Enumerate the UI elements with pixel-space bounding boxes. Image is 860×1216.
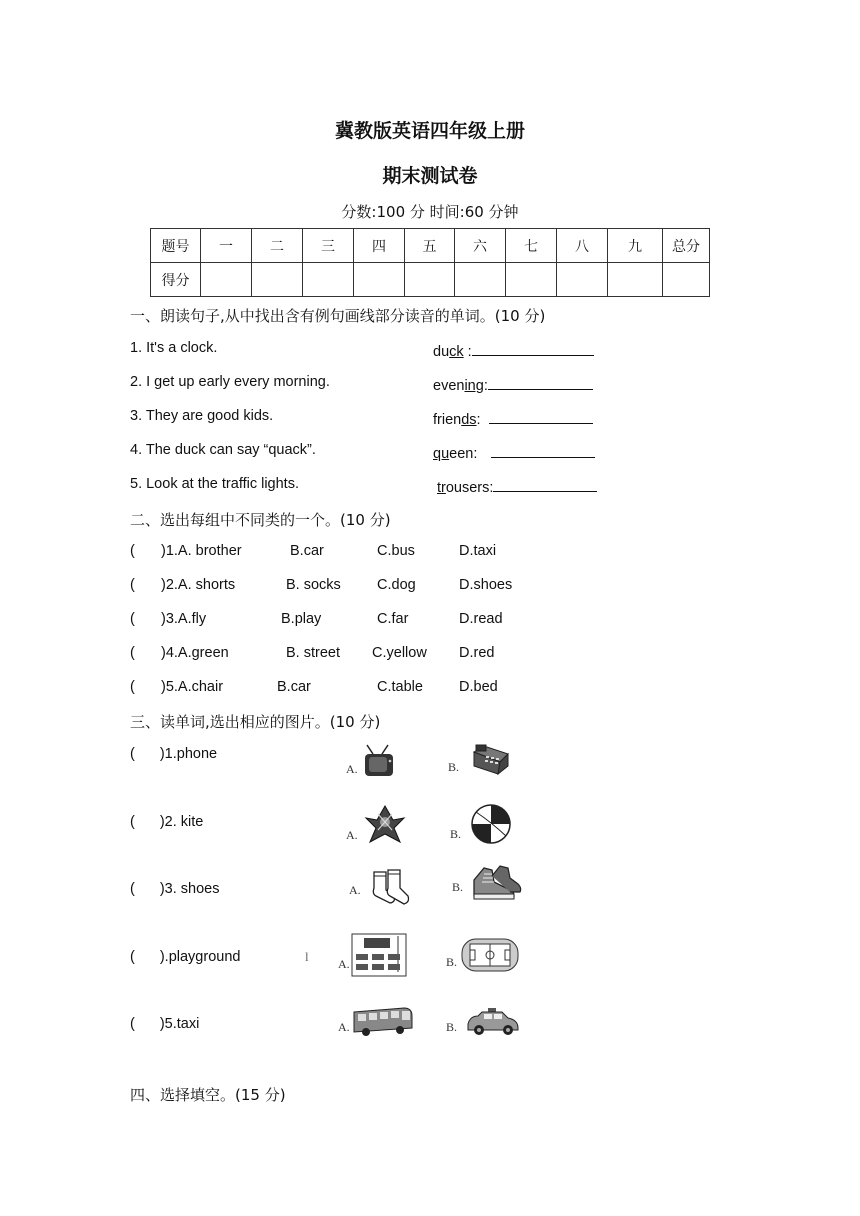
picture-question [130,949,240,965]
answer-paren[interactable]: ( [130,814,135,830]
kite-icon[interactable] [364,802,406,846]
answer-paren[interactable]: ( [130,746,135,762]
table-cell: 六 [455,229,506,263]
option-d: D.taxi [459,543,497,559]
table-cell: 题号 [151,229,201,263]
score-input-cell[interactable] [506,263,557,297]
section-4-heading: 四、选择填空。(15 分) [130,1086,286,1104]
taxi-icon[interactable] [464,1006,520,1038]
option-c: C.far [377,611,409,627]
choice-row [130,679,730,699]
telephone-icon[interactable] [470,744,510,776]
option-b: B. street [286,645,340,661]
score-input-cell[interactable] [201,263,252,297]
question-word: )3. shoes [159,881,220,897]
table-cell: 五 [405,229,455,263]
table-cell: 一 [201,229,252,263]
score-input-cell[interactable] [252,263,303,297]
option-label-b: B. [450,827,462,841]
section-3-heading: 三、读单词,选出相应的图片。(10 分) [130,713,381,731]
question-word: ).playground [159,949,241,965]
sentence: 2. I get up early every morning. [130,374,330,390]
answer-paren[interactable]: ( [130,679,135,695]
answer-paren[interactable]: ( [130,949,135,965]
sentence: 4. The duck can say “quack”. [130,442,316,458]
stray-mark: l [305,949,309,964]
answer-blank[interactable] [493,476,597,492]
tv-icon[interactable] [362,744,396,780]
underlined-part: ing [464,378,484,394]
answer-paren[interactable]: ( [130,611,135,627]
score-table [150,228,710,297]
underlined-part: tr [437,480,446,496]
socks-icon[interactable] [368,866,410,908]
word-part: : [476,412,481,428]
score-input-cell[interactable] [663,263,710,297]
option-label-b: B. [446,1020,458,1034]
picture-question [130,746,217,762]
target-word [437,476,597,496]
option-c: C.yellow [372,645,427,661]
question-word: )2. kite [159,814,204,830]
option-label-a: A. [346,762,358,776]
score-input-cell[interactable] [354,263,405,297]
target-word [433,374,593,394]
picture-question [130,1016,199,1032]
document-subtitle: 期末测试卷 [382,165,478,187]
word-part: frien [433,412,462,428]
option-d: D.shoes [459,577,513,593]
table-cell: 二 [252,229,303,263]
option-c: C.bus [377,543,415,559]
document-title: 冀教版英语四年级上册 [334,120,525,142]
bus-icon[interactable] [350,1004,414,1038]
section-1-heading: 一、朗读句子,从中找出含有例句画线部分读音的单词。(10 分) [130,307,546,325]
option-label-a: A. [349,883,361,897]
question-option-a: )1.A. brother [161,543,242,559]
target-word [433,442,595,462]
question-word: )5.taxi [159,1016,200,1032]
answer-paren[interactable]: ( [130,577,135,593]
option-label-b: B. [446,955,458,969]
option-b: B.car [277,679,311,695]
word-part: een: [449,446,478,462]
option-c: C.table [377,679,423,695]
picture-question [130,814,203,830]
picture-question [130,881,220,897]
option-label-a: A. [338,1020,350,1034]
word-part: : [483,378,488,394]
word-part: : [463,344,472,360]
choice-row [130,577,730,597]
table-cell: 四 [354,229,405,263]
answer-blank[interactable] [491,442,595,458]
answer-blank[interactable] [472,340,594,356]
answer-paren[interactable]: ( [130,881,135,897]
option-b: B.car [290,543,324,559]
score-time-info: 分数:100 分 时间:60 分钟 [341,203,519,221]
score-input-cell[interactable] [405,263,455,297]
sneakers-icon[interactable] [470,864,522,904]
answer-blank[interactable] [489,408,593,424]
classroom-icon[interactable] [350,932,408,978]
question-word: )1.phone [159,746,218,762]
option-label-a: A. [346,828,358,842]
question-option-a: )4.A.green [161,645,229,661]
target-word [433,408,593,428]
question-option-a: )2.A. shorts [161,577,236,593]
table-cell: 九 [608,229,663,263]
option-b: B. socks [286,577,341,593]
score-table-header-row [151,229,710,263]
word-part: du [433,344,450,360]
table-cell: 八 [557,229,608,263]
section-2-heading: 二、选出每组中不同类的一个。(10 分) [130,511,391,529]
option-label-b: B. [448,760,460,774]
answer-blank[interactable] [488,374,593,390]
target-word [433,340,594,360]
table-cell: 七 [506,229,557,263]
word-part: ousers: [445,480,494,496]
option-label-a: A. [338,957,350,971]
answer-paren[interactable]: ( [130,1016,135,1032]
score-input-cell[interactable] [557,263,608,297]
table-cell: 总分 [663,229,710,263]
underlined-part: ds [461,412,477,428]
sentence: 1. It's a clock. [130,340,218,356]
playground-icon[interactable] [460,936,520,974]
choice-row [130,543,730,563]
table-cell: 三 [303,229,354,263]
score-table-score-row [151,263,710,297]
score-input-cell[interactable] [303,263,354,297]
underlined-part: qu [433,446,450,462]
choice-row [130,645,730,665]
option-label-b: B. [452,880,464,894]
option-d: D.red [459,645,495,661]
answer-paren[interactable]: ( [130,543,135,559]
option-d: D.bed [459,679,498,695]
option-b: B.play [281,611,322,627]
option-d: D.read [459,611,503,627]
choice-row [130,611,730,631]
question-option-a: )3.A.fly [161,611,207,627]
ball-icon[interactable] [470,803,512,845]
underlined-part: ck [449,344,464,360]
score-input-cell[interactable] [455,263,506,297]
option-c: C.dog [377,577,416,593]
sentence: 5. Look at the traffic lights. [130,476,299,492]
table-cell: 得分 [151,263,201,297]
question-option-a: )5.A.chair [161,679,224,695]
sentence: 3. They are good kids. [130,408,274,424]
answer-paren[interactable]: ( [130,645,135,661]
word-part: even [433,378,465,394]
score-input-cell[interactable] [608,263,663,297]
